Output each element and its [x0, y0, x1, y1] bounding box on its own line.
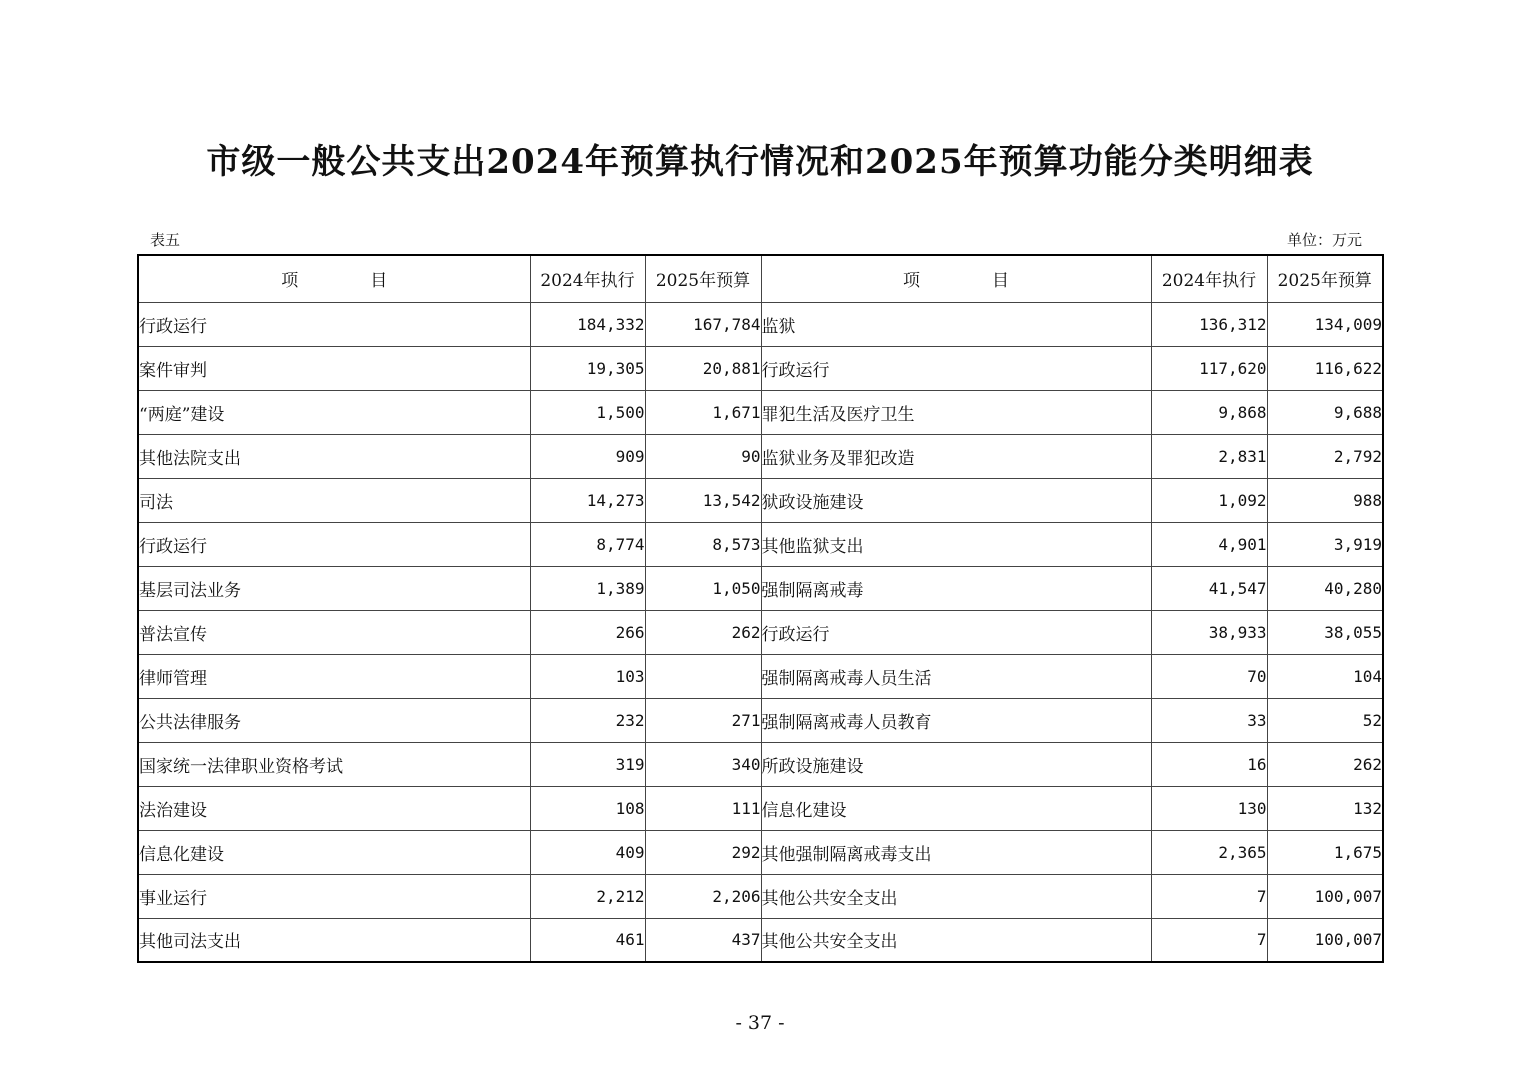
- left-item-name: 国家统一法律职业资格考试: [138, 742, 530, 786]
- left-budget-2025: 1,671: [645, 390, 761, 434]
- left-exec-2024: 461: [530, 918, 645, 962]
- right-item-name: 行政运行: [761, 346, 1151, 390]
- right-budget-2025: 100,007: [1267, 918, 1383, 962]
- table-row: [138, 786, 1383, 830]
- table-row: [138, 610, 1383, 654]
- right-exec-2024: 117,620: [1151, 346, 1267, 390]
- header-budget-2025-right: 2025年预算: [1267, 255, 1383, 302]
- right-exec-2024: 2,831: [1151, 434, 1267, 478]
- right-item-name: 狱政设施建设: [761, 478, 1151, 522]
- left-budget-2025: 167,784: [645, 302, 761, 346]
- unit-label: 单位：万元: [1286, 231, 1362, 249]
- table-row: [138, 698, 1383, 742]
- left-item-name: 普法宣传: [138, 610, 530, 654]
- left-item-name: 其他法院支出: [138, 434, 530, 478]
- table-row: [138, 654, 1383, 698]
- table-row: [138, 478, 1383, 522]
- right-item-name: 所政设施建设: [761, 742, 1151, 786]
- table-row: [138, 390, 1383, 434]
- left-item-name: 行政运行: [138, 302, 530, 346]
- right-budget-2025: 9,688: [1267, 390, 1383, 434]
- left-item-name: 法治建设: [138, 786, 530, 830]
- left-budget-2025: 8,573: [645, 522, 761, 566]
- right-budget-2025: 116,622: [1267, 346, 1383, 390]
- right-exec-2024: 136,312: [1151, 302, 1267, 346]
- left-budget-2025: 262: [645, 610, 761, 654]
- left-exec-2024: 2,212: [530, 874, 645, 918]
- left-exec-2024: 108: [530, 786, 645, 830]
- table-label: 表五: [150, 231, 181, 249]
- left-exec-2024: 1,500: [530, 390, 645, 434]
- right-item-name: 其他公共安全支出: [761, 874, 1151, 918]
- left-exec-2024: 266: [530, 610, 645, 654]
- right-exec-2024: 2,365: [1151, 830, 1267, 874]
- right-budget-2025: 40,280: [1267, 566, 1383, 610]
- left-item-name: 公共法律服务: [138, 698, 530, 742]
- table-header-row: [138, 255, 1383, 302]
- table-row: [138, 434, 1383, 478]
- left-item-name: 基层司法业务: [138, 566, 530, 610]
- left-item-name: 事业运行: [138, 874, 530, 918]
- left-exec-2024: 19,305: [530, 346, 645, 390]
- budget-table: [137, 254, 1384, 963]
- left-item-name: 其他司法支出: [138, 918, 530, 962]
- left-item-name: “两庭”建设: [138, 390, 530, 434]
- table-row: [138, 830, 1383, 874]
- right-exec-2024: 16: [1151, 742, 1267, 786]
- left-exec-2024: 14,273: [530, 478, 645, 522]
- right-exec-2024: 38,933: [1151, 610, 1267, 654]
- left-budget-2025: 340: [645, 742, 761, 786]
- right-exec-2024: 70: [1151, 654, 1267, 698]
- left-budget-2025: 90: [645, 434, 761, 478]
- left-item-name: 信息化建设: [138, 830, 530, 874]
- right-budget-2025: 132: [1267, 786, 1383, 830]
- page-number: - 37 -: [735, 1012, 785, 1034]
- left-budget-2025: 20,881: [645, 346, 761, 390]
- table-row: [138, 874, 1383, 918]
- right-budget-2025: 52: [1267, 698, 1383, 742]
- table-row: [138, 346, 1383, 390]
- left-exec-2024: 8,774: [530, 522, 645, 566]
- left-item-name: 行政运行: [138, 522, 530, 566]
- left-exec-2024: 184,332: [530, 302, 645, 346]
- header-item-right: 项 目: [761, 255, 1151, 302]
- left-budget-2025: 111: [645, 786, 761, 830]
- left-budget-2025: 271: [645, 698, 761, 742]
- left-exec-2024: 1,389: [530, 566, 645, 610]
- right-item-name: 罪犯生活及医疗卫生: [761, 390, 1151, 434]
- left-item-name: 律师管理: [138, 654, 530, 698]
- right-item-name: 其他强制隔离戒毒支出: [761, 830, 1151, 874]
- left-budget-2025: 437: [645, 918, 761, 962]
- left-exec-2024: 909: [530, 434, 645, 478]
- left-item-name: 案件审判: [138, 346, 530, 390]
- right-budget-2025: 2,792: [1267, 434, 1383, 478]
- left-budget-2025: 13,542: [645, 478, 761, 522]
- right-item-name: 强制隔离戒毒人员教育: [761, 698, 1151, 742]
- right-item-name: 其他公共安全支出: [761, 918, 1151, 962]
- left-exec-2024: 103: [530, 654, 645, 698]
- right-exec-2024: 7: [1151, 918, 1267, 962]
- table-row: [138, 522, 1383, 566]
- right-item-name: 强制隔离戒毒人员生活: [761, 654, 1151, 698]
- left-exec-2024: 319: [530, 742, 645, 786]
- page-title: 市级一般公共支出2024年预算执行情况和2025年预算功能分类明细表: [206, 142, 1314, 182]
- right-exec-2024: 33: [1151, 698, 1267, 742]
- left-budget-2025: 2,206: [645, 874, 761, 918]
- right-exec-2024: 41,547: [1151, 566, 1267, 610]
- left-exec-2024: 409: [530, 830, 645, 874]
- left-item-name: 司法: [138, 478, 530, 522]
- right-budget-2025: 100,007: [1267, 874, 1383, 918]
- right-exec-2024: 7: [1151, 874, 1267, 918]
- right-budget-2025: 1,675: [1267, 830, 1383, 874]
- right-budget-2025: 262: [1267, 742, 1383, 786]
- right-exec-2024: 4,901: [1151, 522, 1267, 566]
- right-item-name: 信息化建设: [761, 786, 1151, 830]
- right-exec-2024: 130: [1151, 786, 1267, 830]
- right-budget-2025: 988: [1267, 478, 1383, 522]
- right-item-name: 其他监狱支出: [761, 522, 1151, 566]
- left-exec-2024: 232: [530, 698, 645, 742]
- left-budget-2025: 292: [645, 830, 761, 874]
- right-item-name: 强制隔离戒毒: [761, 566, 1151, 610]
- right-item-name: 行政运行: [761, 610, 1151, 654]
- left-budget-2025: 1,050: [645, 566, 761, 610]
- right-budget-2025: 38,055: [1267, 610, 1383, 654]
- right-budget-2025: 104: [1267, 654, 1383, 698]
- right-exec-2024: 1,092: [1151, 478, 1267, 522]
- right-exec-2024: 9,868: [1151, 390, 1267, 434]
- table-row: [138, 566, 1383, 610]
- header-exec-2024-right: 2024年执行: [1151, 255, 1267, 302]
- right-item-name: 监狱业务及罪犯改造: [761, 434, 1151, 478]
- table-row: [138, 742, 1383, 786]
- table-row: [138, 918, 1383, 962]
- header-item-left: 项 目: [138, 255, 530, 302]
- header-budget-2025-left: 2025年预算: [645, 255, 761, 302]
- table-row: [138, 302, 1383, 346]
- right-budget-2025: 3,919: [1267, 522, 1383, 566]
- header-exec-2024-left: 2024年执行: [530, 255, 645, 302]
- right-item-name: 监狱: [761, 302, 1151, 346]
- right-budget-2025: 134,009: [1267, 302, 1383, 346]
- left-budget-2025: [645, 654, 761, 698]
